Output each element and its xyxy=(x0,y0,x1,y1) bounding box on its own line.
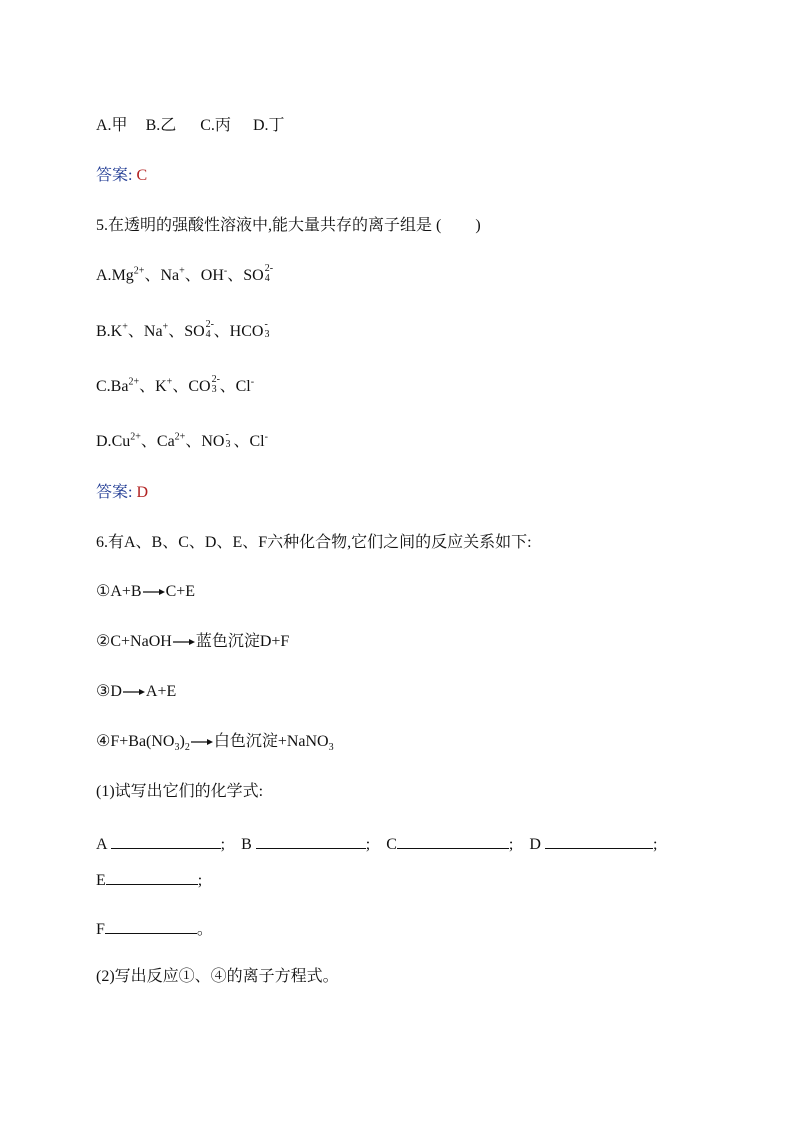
q5-option-b: B.K+、Na+、SO 2- 4 、HCO - 3 xyxy=(96,322,272,342)
ion-na: Na+ xyxy=(160,265,185,284)
q4-option-a: A.甲 xyxy=(96,117,128,134)
ion-na: Na+ xyxy=(143,321,169,340)
q6-stem-text: 6.有A、B、C、D、E、F六种化合物,它们之间的反应关系如下: xyxy=(96,534,532,551)
arrow-icon xyxy=(191,737,213,747)
q5-stem-text: 5.在透明的强酸性溶液中,能大量共存的离子组是 ( xyxy=(96,217,442,234)
arrow-icon xyxy=(123,687,145,697)
option-d-prefix: D. xyxy=(96,433,112,450)
label-e: E xyxy=(96,872,106,889)
q4-option-d: D.丁 xyxy=(252,117,285,134)
blank-e[interactable] xyxy=(106,868,198,885)
fill-row-1 xyxy=(96,832,657,855)
q4-answer xyxy=(96,166,147,186)
label-d: D xyxy=(529,836,541,853)
q4-option-b: B.乙 xyxy=(145,117,177,134)
option-b-prefix: B. xyxy=(96,323,111,340)
reaction-2-lhs: ②C+NaOH xyxy=(96,633,172,650)
fill-row-2 xyxy=(96,868,202,891)
blank-d[interactable] xyxy=(545,832,653,849)
reaction-3 xyxy=(96,682,176,702)
ion-k: K+ xyxy=(155,376,173,395)
ion-k: K+ xyxy=(110,321,128,340)
end-mark: 。 xyxy=(196,921,213,938)
label-c: C xyxy=(386,836,397,853)
ion-co3: CO 2- 3 xyxy=(188,374,220,396)
q6-stem xyxy=(96,533,532,553)
answer-value: C xyxy=(136,167,148,184)
ion-no3: NO - 3 xyxy=(201,429,231,451)
q6-sub2 xyxy=(96,967,339,987)
q5-stem xyxy=(96,216,481,236)
label-b: B xyxy=(241,836,252,853)
reaction-2-rhs: 蓝色沉淀D+F xyxy=(195,633,290,650)
q4-option-c: C.丙 xyxy=(200,117,231,134)
ion-oh: OH- xyxy=(200,265,228,284)
ion-so4: SO 2- 4 xyxy=(243,263,274,285)
sep: ; xyxy=(197,872,203,889)
sep: ; xyxy=(365,836,371,853)
label-a: A xyxy=(96,836,107,853)
label-f: F xyxy=(96,921,105,938)
sub2-text: (2)写出反应①、④的离子方程式。 xyxy=(96,968,339,985)
blank-c[interactable] xyxy=(397,832,509,849)
reaction-1 xyxy=(96,582,195,602)
reaction-1-rhs: C+E xyxy=(165,583,196,600)
ion-ba: $Ba^{2+}$ xyxy=(110,376,140,395)
ion-so4: SO 2- 4 xyxy=(184,319,214,341)
sub1-text: (1)试写出它们的化学式: xyxy=(96,783,264,800)
reaction-1-lhs: ①A+B xyxy=(96,583,142,600)
ion-mg: $Mg^{2+}$ xyxy=(111,265,145,284)
q5-answer xyxy=(96,483,148,503)
arrow-icon xyxy=(173,637,195,647)
answer-label: 答案: xyxy=(96,167,133,184)
reaction-3-rhs: A+E xyxy=(145,683,177,700)
ion-hco3: HCO - 3 xyxy=(229,319,270,341)
sep: ; xyxy=(508,836,514,853)
reaction-2 xyxy=(96,632,289,652)
answer-value: D xyxy=(136,484,149,501)
answer-label: 答案: xyxy=(96,484,133,501)
reaction-4-lhs: $④F+Ba(NO_3)_2$ xyxy=(96,733,190,754)
q5-option-c: $C.Ba^{2+}$、K+、CO 2- 3 、Cl- xyxy=(96,374,255,396)
reaction-3-lhs: ③D xyxy=(96,683,122,700)
blank-a[interactable] xyxy=(111,832,221,849)
ion-cl: Cl- xyxy=(235,376,255,395)
q5-paren-close: ) xyxy=(475,217,481,234)
option-a-prefix: A. xyxy=(96,267,112,284)
fill-row-3 xyxy=(96,917,213,940)
arrow-icon xyxy=(143,587,165,597)
ion-cu: $Cu^{2+}$ xyxy=(111,431,141,450)
q6-sub1 xyxy=(96,782,263,802)
sep: ; xyxy=(652,836,658,853)
q4-options xyxy=(96,116,285,136)
q5-option-a: $A.Mg^{2+}$、Na+、OH-、SO 2- 4 xyxy=(96,263,274,285)
q5-option-d: $D.Cu^{2+}$、$Ca^{2+}$、NO - 3 、Cl- xyxy=(96,429,268,451)
reaction-4 xyxy=(96,732,334,752)
ion-ca: $Ca^{2+}$ xyxy=(156,431,186,450)
sep: ; xyxy=(220,836,226,853)
reaction-4-rhs: 白色沉淀+NaNO$_3$ xyxy=(213,733,334,754)
blank-f[interactable] xyxy=(105,917,197,934)
blank-b[interactable] xyxy=(256,832,366,849)
option-c-prefix: C. xyxy=(96,378,111,395)
ion-cl: Cl- xyxy=(249,431,268,450)
